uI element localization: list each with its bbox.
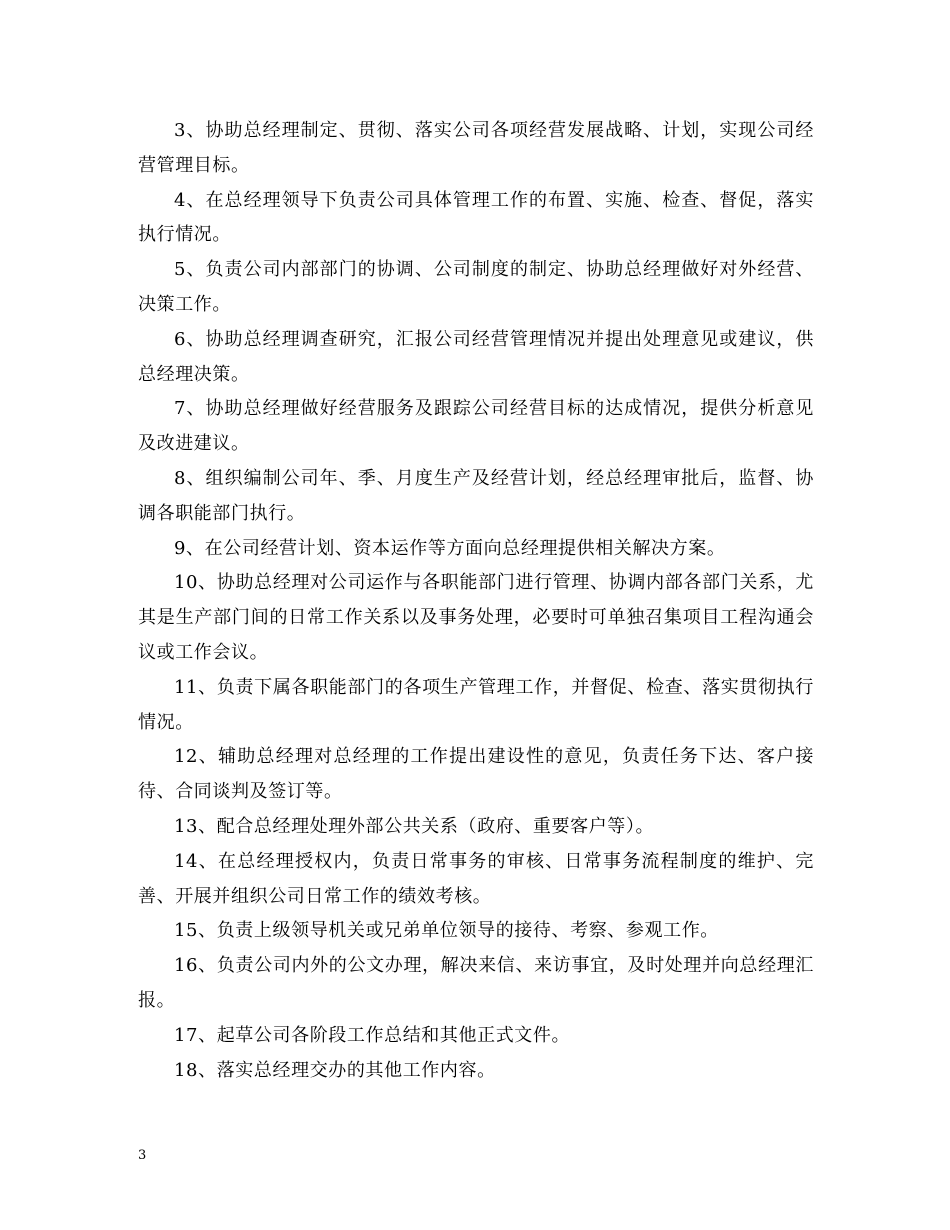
duty-item-12: 12、辅助总经理对总经理的工作提出建设性的意见，负责任务下达、客户接待、合同谈判及签订等。	[138, 746, 814, 803]
duty-item-6: 6、协助总经理调查研究，汇报公司经营管理情况并提出处理意见或建议，供总经理决策。	[138, 328, 814, 385]
duty-item-3: 3、协助总经理制定、贯彻、落实公司各项经营发展战略、计划，实现公司经营管理目标。	[138, 120, 814, 176]
duty-item-15: 15、负责上级领导机关或兄弟单位领导的接待、考察、参观工作。	[174, 920, 719, 942]
duty-item-4: 4、在总经理领导下负责公司具体管理工作的布置、实施、检查、督促，落实执行情况。	[138, 189, 814, 246]
document-body	[138, 114, 814, 1088]
duty-item-17: 17、起草公司各阶段工作总结和其他正式文件。	[174, 1024, 571, 1046]
duty-item-11: 11、负责下属各职能部门的各项生产管理工作，并督促、检查、落实贯彻执行情况。	[138, 676, 814, 733]
duty-item-13: 13、配合总经理处理外部公共关系（政府、重要客户等）。	[174, 815, 655, 837]
duty-item-8: 8、组织编制公司年、季、月度生产及经营计划，经总经理审批后，监督、协调各职能部门执行。	[138, 467, 814, 524]
duty-item-14: 14、在总经理授权内，负责日常事务的审核、日常事务流程制度的维护、完善、开展并组织公司日常工作的绩效考核。	[138, 850, 814, 907]
duty-item-9: 9、在公司经营计划、资本运作等方面向总经理提供相关解决方案。	[174, 537, 726, 559]
duty-item-10: 10、协助总经理对公司运作与各职能部门进行管理、协调内部各部门关系，尤其是生产部门间的日常工作关系以及事务处理，必要时可单独召集项目工程沟通会议或工作会议。	[138, 572, 814, 663]
page-number: 3	[138, 1148, 147, 1163]
duty-item-7: 7、协助总经理做好经营服务及跟踪公司经营目标的达成情况，提供分析意见及改进建议。	[138, 398, 814, 455]
duty-item-18: 18、落实总经理交办的其他工作内容。	[174, 1059, 496, 1081]
duty-item-5: 5、负责公司内部部门的协调、公司制度的制定、协助总经理做好对外经营、决策工作。	[138, 259, 814, 315]
duty-item-16: 16、负责公司内外的公文办理，解决来信、来访事宜，及时处理并向总经理汇报。	[138, 955, 814, 1011]
